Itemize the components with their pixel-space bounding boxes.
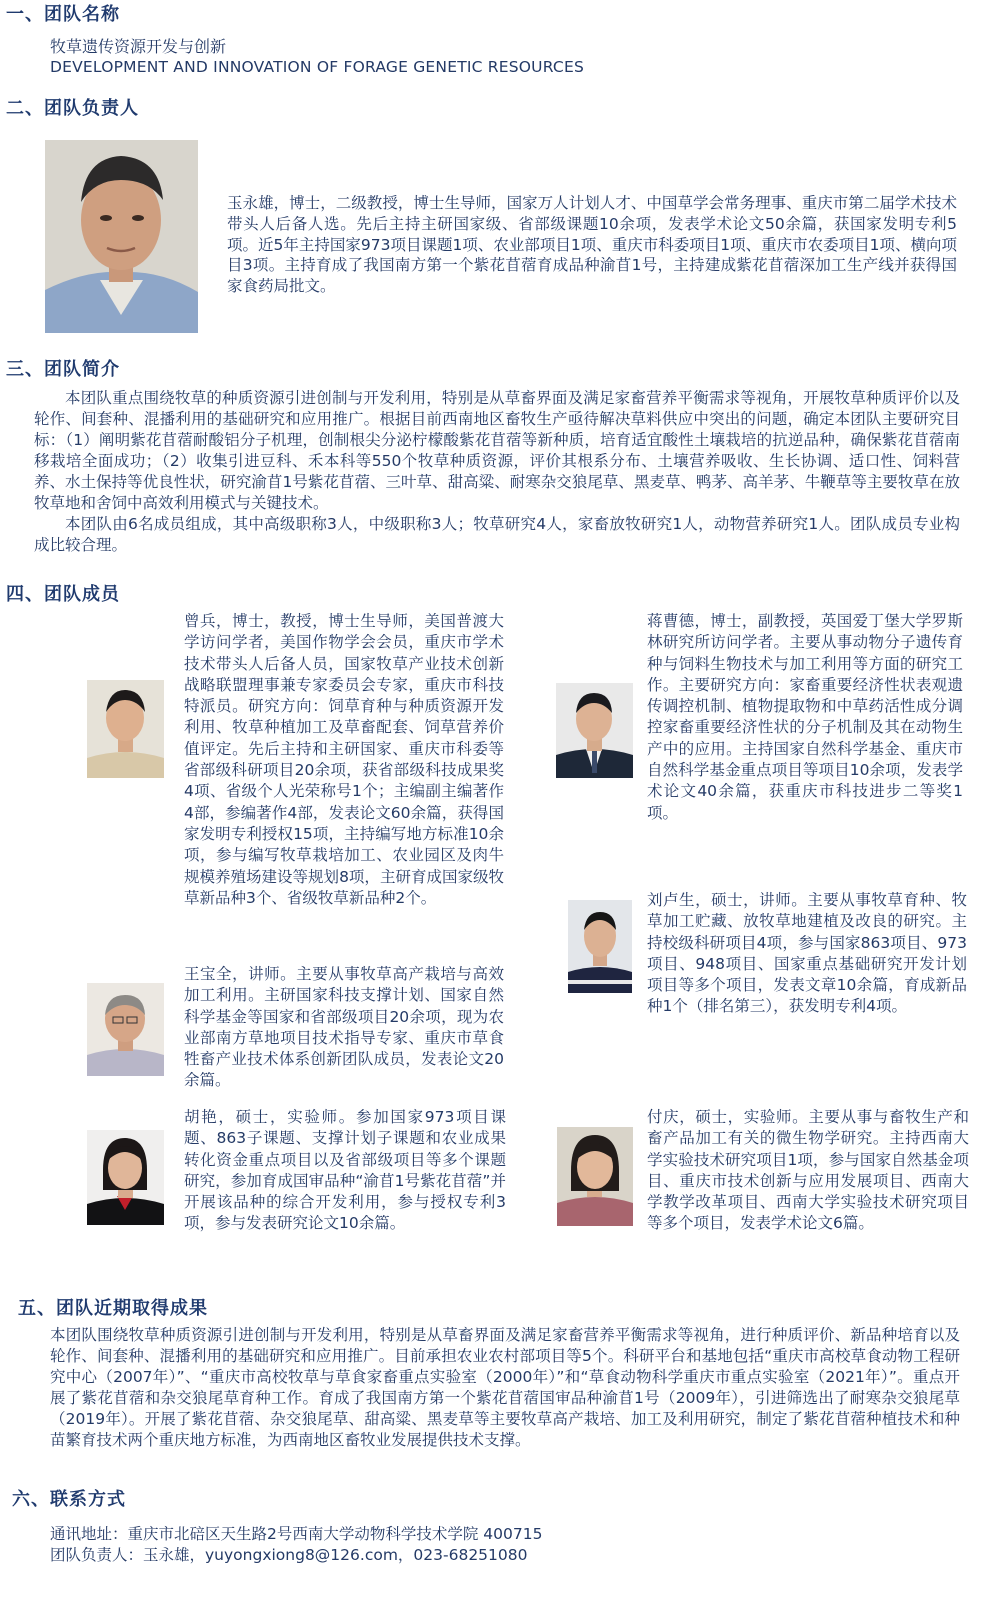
member-bio: 付庆，硕士，实验师。主要从事与畜牧生产和畜产品加工有关的微生物学研究。主持西南大学实验技术研究项目1项，参与国家自然基金项目、重庆市技术创新与应用发展项目、西南大学教学改革项目、西南大学实验技术研究项目等多个项目，发表学术论文6篇。	[647, 1108, 969, 1233]
member-bio: 蒋曹德，博士，副教授，英国爱丁堡大学罗斯林研究所访问学者。主要从事动物分子遗传育种与饲料生物技术与加工利用等方面的研究工作。主要研究方向：家畜重要经济性状表观遗传调控机制、植物提取物和中草药活性成分调控家畜重要经济性状的分子机制及其在动物生产中的应用。主持国家自然科学基金、重庆市自然科学基金重点项目等项目10余项，发表学术论文40余篇，获重庆市科技进步二等奖1项。	[647, 612, 963, 822]
member-photo	[87, 680, 164, 778]
leader-bio: 玉永雄，博士，二级教授，博士生导师，国家万人计划人才、中国草学会常务理事、重庆市第二届学术技术带头人后备人选。先后主持主研国家级、省部级课题10余项，发表学术论文50余篇，获国家发明专利5项。近5年主持国家973项目课题1项、农业部项目1项、重庆市科委项目1项、重庆市农委项目1项、横向项目3项。主持育成了我国南方第一个紫花苜蓿育成品种渝苜1号，主持建成紫花苜蓿深加工生产线并获得国家食药局批文。	[227, 194, 957, 296]
member-bio: 刘卢生，硕士，讲师。主要从事牧草育种、牧草加工贮藏、放牧草地建植及改良的研究。主持校级科研项目4项，参与国家863项目、973项目、948项目、国家重点基础研究开发计划项目等多个项目，发表文章10余篇，育成新品种1个（排名第三），获发明专利4项。	[647, 891, 967, 1016]
section-heading-team-leader: 二、团队负责人	[6, 98, 139, 119]
team-name-en: DEVELOPMENT AND INNOVATION OF FORAGE GENETIC RESOURCES	[50, 58, 584, 76]
member-photo	[87, 1130, 164, 1225]
member-photo	[568, 900, 632, 993]
team-name-cn: 牧草遗传资源开发与创新	[50, 37, 227, 56]
section-heading-team-members: 四、团队成员	[6, 584, 120, 605]
member-bio: 曾兵，博士，教授，博士生导师，美国普渡大学访问学者，美国作物学会会员，重庆市学术技术带头人后备人员，国家牧草产业技术创新战略联盟理事兼专家委员会专家，重庆市科技特派员。研究方向：饲草育种与种质资源开发利用、牧草种植加工及草畜配套、饲草营养价值评定。先后主持和主研国家、重庆市科委等省部级科研项目20余项，获省部级科技成果奖4项、省级个人光荣称号1个；主编副主编著作4部，参编著作4部，发表论文60余篇，获得国家发明专利授权15项，主持编写地方标准10余项，参与编写牧草栽培加工、农业园区及肉牛规模养殖场建设等规划8项，主研育成国家级牧草新品种3个、省级牧草新品种2个。	[184, 612, 504, 907]
member-photo	[556, 683, 633, 778]
leader-photo	[45, 140, 198, 333]
section-heading-achievements: 五、团队近期取得成果	[18, 1298, 208, 1319]
member-photo	[557, 1127, 633, 1226]
intro-paragraph-1: 本团队重点围绕牧草的种质资源引进创制与开发利用，特别是从草畜界面及满足家畜营养平衡需求等视角，开展牧草种质评价以及轮作、间套种、混播利用的基础研究和应用推广。根据目前西南地区畜牧生产亟待解决草料供应中突出的问题，确定本团队主要研究目标：（1）阐明紫花苜蓿耐酸铝分子机理，创制根尖分泌柠檬酸紫花苜蓿等新种质，培育适宜酸性土壤栽培的抗逆品种，确保紫花苜蓿南移栽培全面成功；（2）收集引进豆科、禾本科等550个牧草种质资源，评价其根系分布、土壤营养吸收、生长协调、适口性、饲料营养、水土保持等优良性状，研究渝苜1号紫花苜蓿、三叶草、甜高粱、耐寒杂交狼尾草、黑麦草、鸭茅、高羊茅、牛鞭草等主要牧草在放牧草地和舍饲中高效利用模式与关键技术。	[34, 389, 960, 512]
achievements-paragraph: 本团队围绕牧草种质资源引进创制与开发利用，特别是从草畜界面及满足家畜营养平衡需求等视角，进行种质评价、新品种培育以及轮作、间套种、混播利用的基础研究和应用推广。目前承担农业农村部项目等5个。科研平台和基地包括“重庆市高校草食动物工程研究中心（2007年）”、“重庆市高校牧草与草食家畜重点实验室（2000年）”和“草食动物科学重庆市重点实验室（2021年）”。重点开展了紫花苜蓿和杂交狼尾草育种工作。育成了我国南方第一个紫花苜蓿国审品种渝苜1号（2009年），引进筛选出了耐寒杂交狼尾草（2019年）。开展了紫花苜蓿、杂交狼尾草、甜高粱、黑麦草等主要牧草高产栽培、加工及利用研究，制定了紫花苜蓿种植技术和种苗繁育技术两个重庆地方标准，为西南地区畜牧业发展提供技术支撑。	[50, 1326, 960, 1449]
section-heading-team-intro: 三、团队简介	[6, 359, 120, 380]
member-bio: 王宝全，讲师。主要从事牧草高产栽培与高效加工利用。主研国家科技支撑计划、国家自然科学基金等国家和省部级项目20余项，现为农业部南方草地项目技术指导专家、重庆市草食牲畜产业技术体系创新团队成员，发表论文20余篇。	[184, 965, 504, 1090]
section-heading-team-name: 一、团队名称	[6, 4, 120, 25]
intro-paragraph-2: 本团队由6名成员组成，其中高级职称3人，中级职称3人；牧草研究4人，家畜放牧研究1人，动物营养研究1人。团队成员专业构成比较合理。	[34, 515, 960, 554]
section-heading-contact: 六、联系方式	[12, 1489, 126, 1510]
contact-leader: 团队负责人：玉永雄，yuyongxiong8@126.com，023-68251080	[50, 1546, 528, 1564]
contact-address: 通讯地址：重庆市北碚区天生路2号西南大学动物科学技术学院 400715	[50, 1525, 543, 1543]
member-bio: 胡艳，硕士，实验师。参加国家973项目课题、863子课题、支撑计划子课题和农业成果转化资金重点项目以及省部级项目等多个课题研究，参加育成国审品种“渝苜1号紫花苜蓿”并开展该品种的综合开发利用，参与授权专利3项，参与发表研究论文10余篇。	[184, 1108, 506, 1233]
member-photo	[87, 983, 164, 1076]
